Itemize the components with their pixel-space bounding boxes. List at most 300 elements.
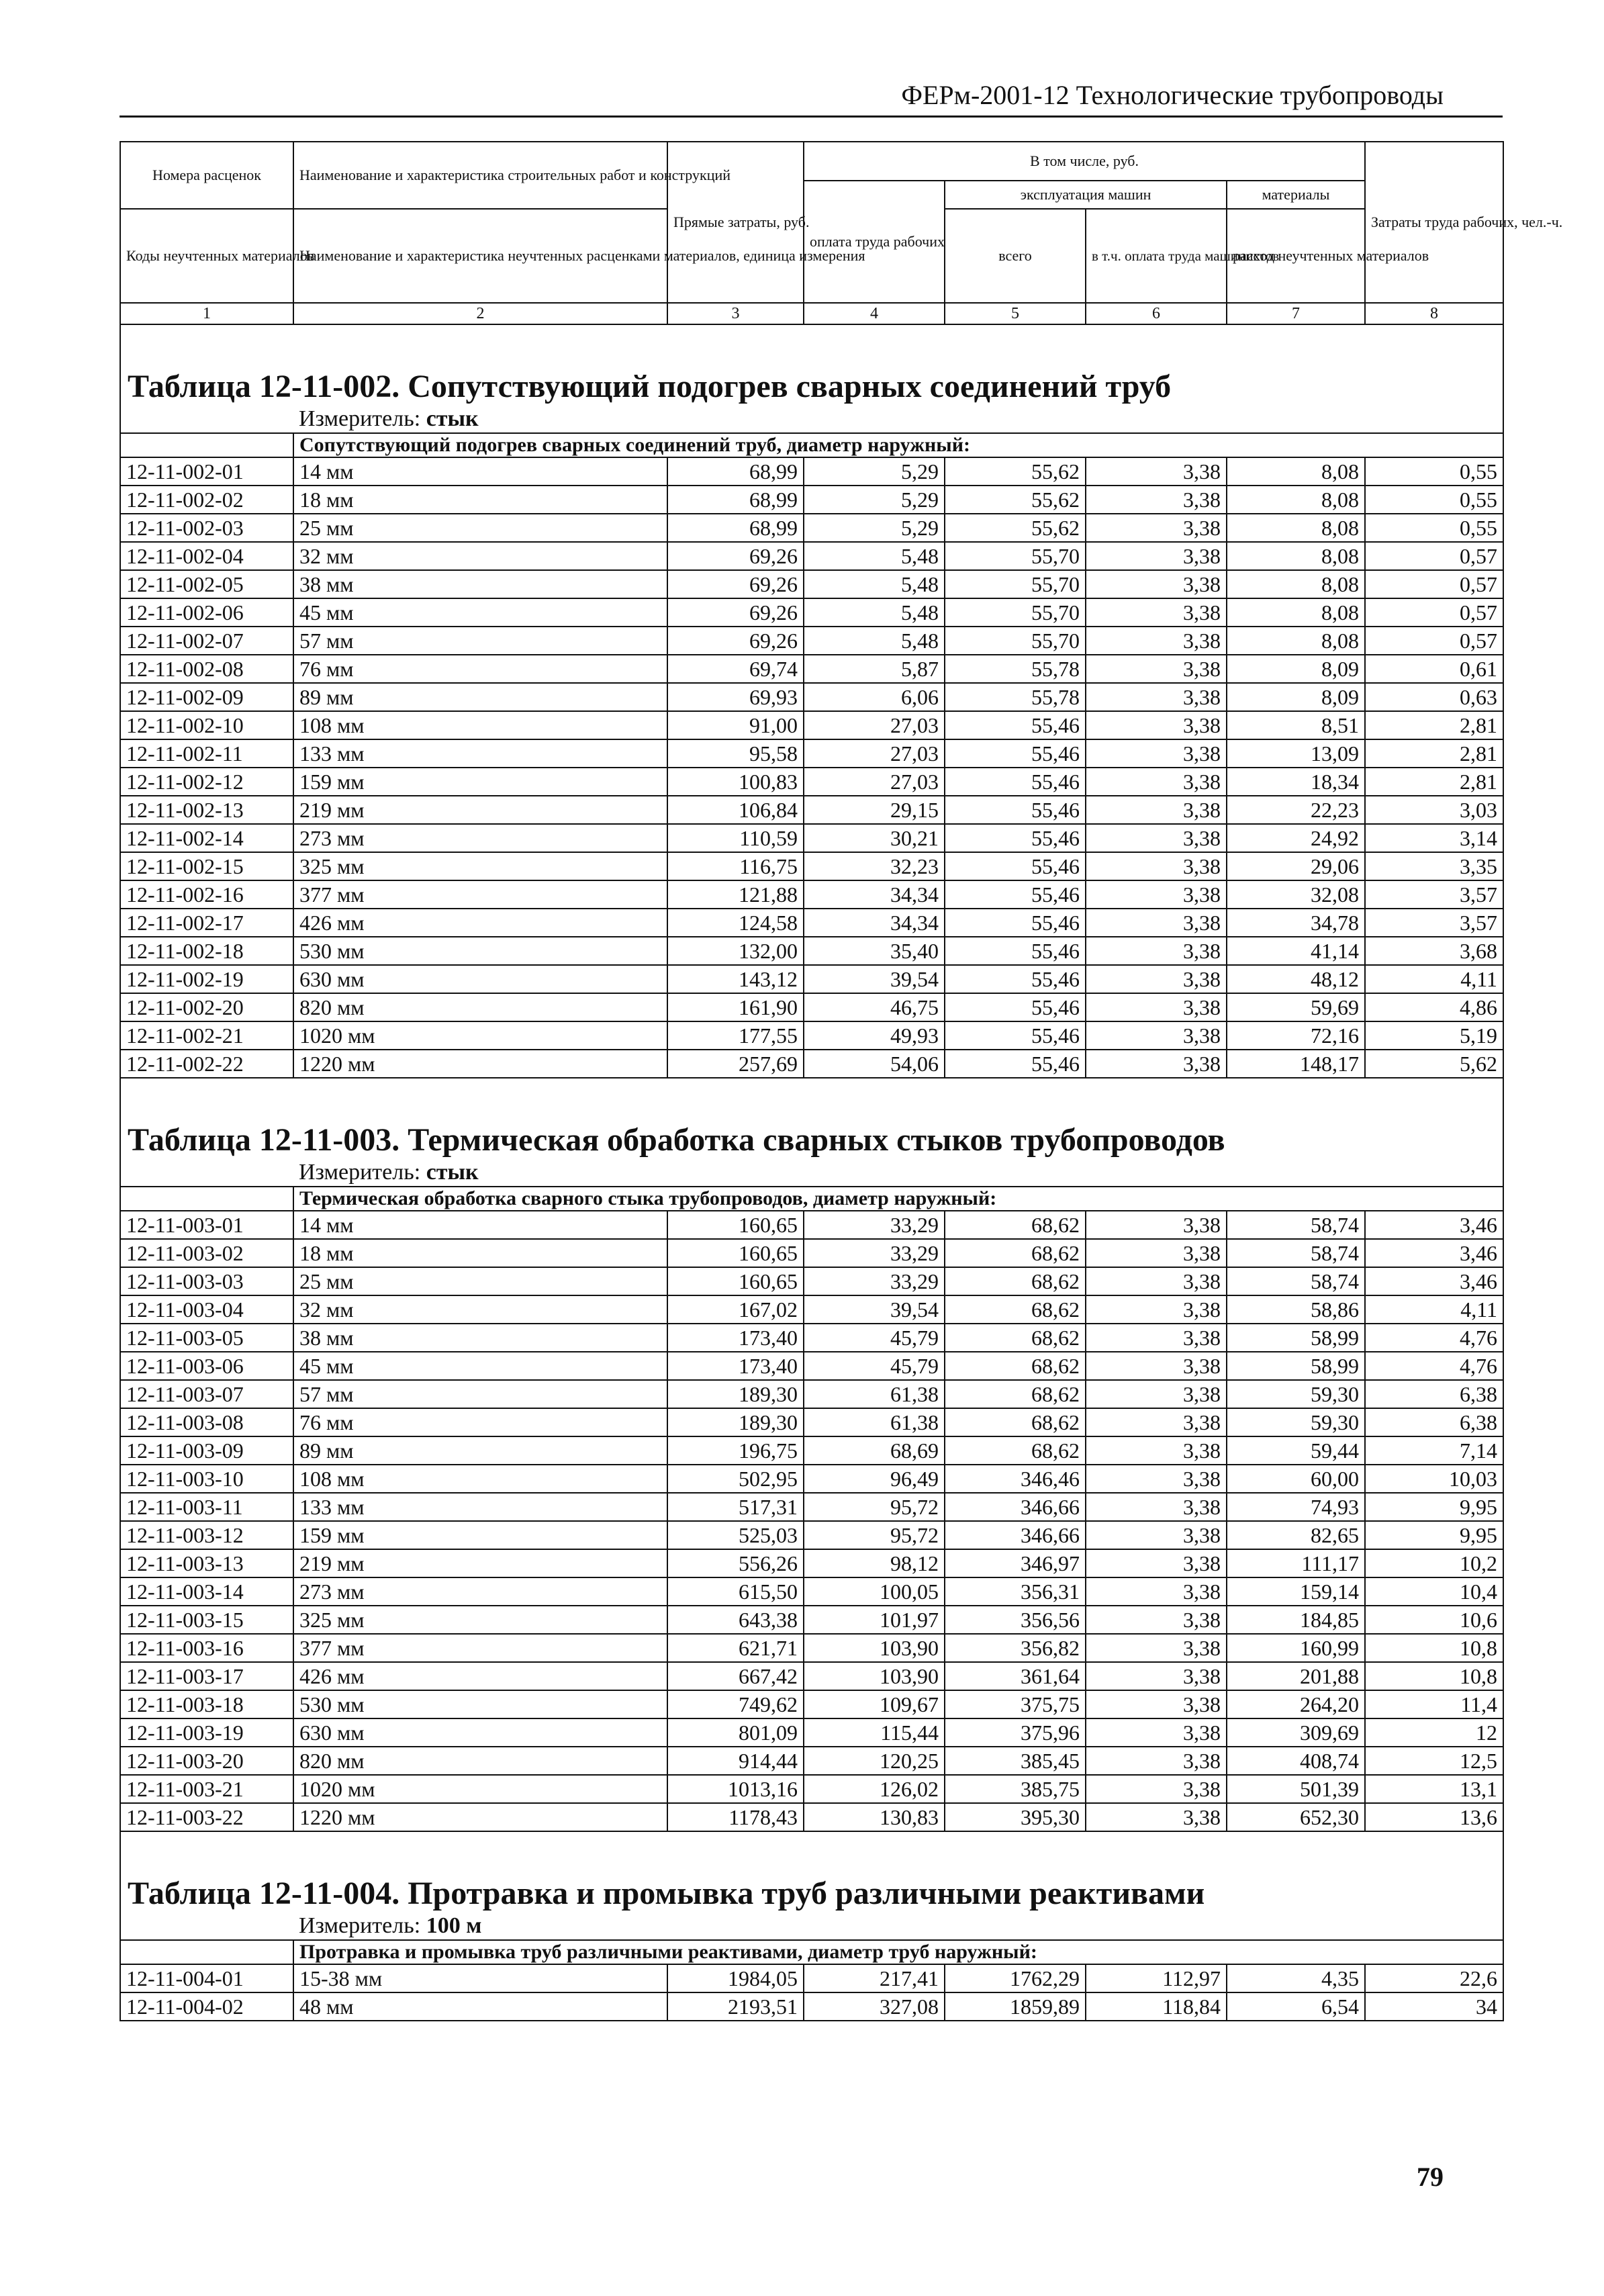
machinist-pay-cell: 3,38 — [1086, 542, 1227, 570]
table-row — [120, 542, 1503, 570]
machine-total-cell: 55,46 — [945, 852, 1086, 880]
machinist-pay-cell: 3,38 — [1086, 1577, 1227, 1606]
direct-costs-cell: 502,95 — [667, 1465, 804, 1493]
direct-costs-cell: 2193,51 — [667, 1992, 804, 2021]
materials-cell: 32,08 — [1227, 880, 1365, 909]
labor-costs-cell: 10,6 — [1365, 1606, 1503, 1634]
table-row — [120, 909, 1503, 937]
diameter-cell: 38 мм — [293, 1324, 667, 1352]
labor-pay-cell: 95,72 — [804, 1521, 945, 1549]
labor-pay-cell: 5,87 — [804, 655, 945, 683]
labor-pay-cell: 61,38 — [804, 1408, 945, 1436]
materials-cell: 60,00 — [1227, 1465, 1365, 1493]
machinist-pay-cell: 3,38 — [1086, 993, 1227, 1021]
labor-costs-cell: 0,57 — [1365, 542, 1503, 570]
table-row — [120, 880, 1503, 909]
direct-costs-cell: 160,65 — [667, 1267, 804, 1295]
labor-costs-cell: 3,57 — [1365, 909, 1503, 937]
labor-pay-cell: 217,41 — [804, 1964, 945, 1992]
machine-total-cell: 68,62 — [945, 1324, 1086, 1352]
diameter-cell: 219 мм — [293, 796, 667, 824]
rate-code-cell: 12-11-003-02 — [120, 1239, 293, 1267]
diameter-cell: 89 мм — [293, 1436, 667, 1465]
machinist-pay-cell: 3,38 — [1086, 1634, 1227, 1662]
machinist-pay-cell: 3,38 — [1086, 1465, 1227, 1493]
rate-code-cell: 12-11-002-14 — [120, 824, 293, 852]
col-work-name: Наименование и характеристика строительных работ и конструкций — [293, 142, 667, 209]
machinist-pay-cell: 112,97 — [1086, 1964, 1227, 1992]
rate-code-cell: 12-11-003-19 — [120, 1718, 293, 1747]
table-row — [120, 1803, 1503, 1831]
machinist-pay-cell: 3,38 — [1086, 1803, 1227, 1831]
diameter-cell: 426 мм — [293, 1662, 667, 1690]
materials-cell: 8,09 — [1227, 683, 1365, 711]
labor-costs-cell: 10,2 — [1365, 1549, 1503, 1577]
rate-code-cell: 12-11-002-16 — [120, 880, 293, 909]
table-row — [120, 1352, 1503, 1380]
labor-pay-cell: 39,54 — [804, 1295, 945, 1324]
materials-cell: 159,14 — [1227, 1577, 1365, 1606]
machine-total-cell: 356,56 — [945, 1606, 1086, 1634]
table-row — [120, 655, 1503, 683]
page-header-title: ФЕРм-2001-12 Технологические трубопроводы — [901, 80, 1444, 110]
machinist-pay-cell: 3,38 — [1086, 486, 1227, 514]
labor-pay-cell: 68,69 — [804, 1436, 945, 1465]
table-row — [120, 711, 1503, 739]
diameter-cell: 325 мм — [293, 852, 667, 880]
labor-pay-cell: 35,40 — [804, 937, 945, 965]
machinist-pay-cell: 3,38 — [1086, 1775, 1227, 1803]
table-row — [120, 457, 1503, 486]
labor-costs-cell: 7,14 — [1365, 1436, 1503, 1465]
rate-code-cell: 12-11-002-19 — [120, 965, 293, 993]
labor-pay-cell: 27,03 — [804, 711, 945, 739]
table-title: Таблица 12-11-003. Термическая обработка сварных стыков трубопроводов — [120, 1078, 1503, 1159]
table-row — [120, 570, 1503, 598]
machine-total-cell: 346,66 — [945, 1493, 1086, 1521]
labor-pay-cell: 103,90 — [804, 1662, 945, 1690]
machinist-pay-cell: 3,38 — [1086, 1549, 1227, 1577]
direct-costs-cell: 914,44 — [667, 1747, 804, 1775]
direct-costs-cell: 69,26 — [667, 627, 804, 655]
labor-costs-cell: 0,61 — [1365, 655, 1503, 683]
rate-code-cell: 12-11-003-03 — [120, 1267, 293, 1295]
materials-cell: 72,16 — [1227, 1021, 1365, 1050]
column-index: 2 — [293, 303, 667, 324]
machinist-pay-cell: 3,38 — [1086, 1436, 1227, 1465]
machine-total-cell: 395,30 — [945, 1803, 1086, 1831]
direct-costs-cell: 189,30 — [667, 1380, 804, 1408]
rate-code-cell: 12-11-003-15 — [120, 1606, 293, 1634]
labor-pay-cell: 5,29 — [804, 486, 945, 514]
labor-costs-cell: 12 — [1365, 1718, 1503, 1747]
table-row — [120, 1747, 1503, 1775]
diameter-cell: 159 мм — [293, 768, 667, 796]
diameter-cell: 1020 мм — [293, 1021, 667, 1050]
table-row — [120, 627, 1503, 655]
labor-costs-cell: 2,81 — [1365, 739, 1503, 768]
machinist-pay-cell: 3,38 — [1086, 598, 1227, 627]
column-index: 5 — [945, 303, 1086, 324]
labor-pay-cell: 61,38 — [804, 1380, 945, 1408]
direct-costs-cell: 517,31 — [667, 1493, 804, 1521]
direct-costs-cell: 69,26 — [667, 570, 804, 598]
diameter-cell: 25 мм — [293, 514, 667, 542]
table-row — [120, 1021, 1503, 1050]
table-row — [120, 796, 1503, 824]
machine-total-cell: 55,62 — [945, 514, 1086, 542]
labor-costs-cell: 3,03 — [1365, 796, 1503, 824]
machinist-pay-cell: 3,38 — [1086, 1493, 1227, 1521]
col-labor-costs: Затраты труда рабочих, чел.-ч. — [1365, 142, 1503, 303]
table-row — [120, 1408, 1503, 1436]
col-including: В том числе, руб. — [804, 142, 1365, 181]
labor-costs-cell: 0,55 — [1365, 457, 1503, 486]
labor-pay-cell: 5,48 — [804, 598, 945, 627]
machinist-pay-cell: 3,38 — [1086, 514, 1227, 542]
rate-code-cell: 12-11-002-05 — [120, 570, 293, 598]
labor-costs-cell: 2,81 — [1365, 768, 1503, 796]
labor-costs-cell: 0,55 — [1365, 514, 1503, 542]
labor-costs-cell: 4,86 — [1365, 993, 1503, 1021]
materials-cell: 8,08 — [1227, 457, 1365, 486]
materials-cell: 408,74 — [1227, 1747, 1365, 1775]
machine-total-cell: 55,46 — [945, 1050, 1086, 1078]
column-index: 8 — [1365, 303, 1503, 324]
machine-total-cell: 55,70 — [945, 627, 1086, 655]
rate-code-cell: 12-11-002-06 — [120, 598, 293, 627]
machinist-pay-cell: 3,38 — [1086, 796, 1227, 824]
diameter-cell: 1020 мм — [293, 1775, 667, 1803]
labor-pay-cell: 49,93 — [804, 1021, 945, 1050]
table-body — [120, 324, 1503, 2021]
labor-pay-cell: 115,44 — [804, 1718, 945, 1747]
machinist-pay-cell: 3,38 — [1086, 1408, 1227, 1436]
group-row — [120, 1187, 1503, 1211]
machine-total-cell: 68,62 — [945, 1352, 1086, 1380]
direct-costs-cell: 132,00 — [667, 937, 804, 965]
materials-cell: 13,09 — [1227, 739, 1365, 768]
machine-total-cell: 55,46 — [945, 880, 1086, 909]
diameter-cell: 426 мм — [293, 909, 667, 937]
col-material-name: Наименование и характеристика неучтенных расценками материалов, единица измерения — [293, 209, 667, 303]
unit-spacer — [120, 1159, 293, 1187]
table-row — [120, 1465, 1503, 1493]
labor-costs-cell: 3,57 — [1365, 880, 1503, 909]
machinist-pay-cell: 3,38 — [1086, 937, 1227, 965]
rate-code-cell: 12-11-002-04 — [120, 542, 293, 570]
machine-total-cell: 55,46 — [945, 1021, 1086, 1050]
labor-pay-cell: 27,03 — [804, 739, 945, 768]
col-direct-costs: Прямые затраты, руб. — [667, 142, 804, 303]
table-row — [120, 965, 1503, 993]
labor-pay-cell: 34,34 — [804, 880, 945, 909]
diameter-cell: 159 мм — [293, 1521, 667, 1549]
materials-cell: 160,99 — [1227, 1634, 1365, 1662]
direct-costs-cell: 801,09 — [667, 1718, 804, 1747]
labor-pay-cell: 98,12 — [804, 1549, 945, 1577]
machinist-pay-cell: 3,38 — [1086, 824, 1227, 852]
direct-costs-cell: 525,03 — [667, 1521, 804, 1549]
materials-cell: 18,34 — [1227, 768, 1365, 796]
labor-costs-cell: 0,55 — [1365, 486, 1503, 514]
machine-total-cell: 55,78 — [945, 683, 1086, 711]
machine-total-cell: 346,46 — [945, 1465, 1086, 1493]
col-materials: материалы — [1227, 181, 1365, 209]
rates-table — [120, 141, 1563, 2021]
labor-pay-cell: 39,54 — [804, 965, 945, 993]
labor-costs-cell: 11,4 — [1365, 1690, 1503, 1718]
machine-total-cell: 55,46 — [945, 711, 1086, 739]
rate-code-cell: 12-11-003-10 — [120, 1465, 293, 1493]
diameter-cell: 32 мм — [293, 1295, 667, 1324]
rate-code-cell: 12-11-002-18 — [120, 937, 293, 965]
direct-costs-cell: 91,00 — [667, 711, 804, 739]
machine-total-cell: 361,64 — [945, 1662, 1086, 1690]
table-row — [120, 1718, 1503, 1747]
rate-code-cell: 12-11-003-09 — [120, 1436, 293, 1465]
table-row — [120, 1380, 1503, 1408]
group-row — [120, 1940, 1503, 1964]
materials-cell: 58,74 — [1227, 1239, 1365, 1267]
unit-spacer — [120, 406, 293, 433]
materials-cell: 58,74 — [1227, 1267, 1365, 1295]
materials-cell: 111,17 — [1227, 1549, 1365, 1577]
table-row — [120, 993, 1503, 1021]
group-label: Термическая обработка сварного стыка трубопроводов, диаметр наружный: — [293, 1187, 1503, 1211]
table-row — [120, 1577, 1503, 1606]
direct-costs-cell: 643,38 — [667, 1606, 804, 1634]
labor-pay-cell: 27,03 — [804, 768, 945, 796]
rate-code-cell: 12-11-003-14 — [120, 1577, 293, 1606]
machine-total-cell: 1859,89 — [945, 1992, 1086, 2021]
diameter-cell: 273 мм — [293, 824, 667, 852]
labor-costs-cell: 3,14 — [1365, 824, 1503, 852]
machinist-pay-cell: 3,38 — [1086, 1324, 1227, 1352]
diameter-cell: 76 мм — [293, 1408, 667, 1436]
labor-pay-cell: 327,08 — [804, 1992, 945, 2021]
machine-total-cell: 68,62 — [945, 1211, 1086, 1239]
unit-spacer — [120, 1913, 293, 1940]
rate-code-cell: 12-11-003-13 — [120, 1549, 293, 1577]
labor-costs-cell: 3,46 — [1365, 1267, 1503, 1295]
materials-cell: 4,35 — [1227, 1964, 1365, 1992]
machinist-pay-cell: 3,38 — [1086, 880, 1227, 909]
table-title-row — [120, 324, 1503, 406]
table-row — [120, 824, 1503, 852]
machinist-pay-cell: 3,38 — [1086, 570, 1227, 598]
rate-code-cell: 12-11-002-17 — [120, 909, 293, 937]
labor-pay-cell: 100,05 — [804, 1577, 945, 1606]
table-title-row — [120, 1831, 1503, 1913]
materials-cell: 8,51 — [1227, 711, 1365, 739]
labor-pay-cell: 30,21 — [804, 824, 945, 852]
labor-costs-cell: 34 — [1365, 1992, 1503, 2021]
table-row — [120, 1324, 1503, 1352]
diameter-cell: 530 мм — [293, 1690, 667, 1718]
table-row — [120, 1493, 1503, 1521]
direct-costs-cell: 615,50 — [667, 1577, 804, 1606]
materials-cell: 29,06 — [1227, 852, 1365, 880]
materials-cell: 41,14 — [1227, 937, 1365, 965]
machine-total-cell: 68,62 — [945, 1436, 1086, 1465]
table-row — [120, 1239, 1503, 1267]
table-row — [120, 937, 1503, 965]
machine-total-cell: 68,62 — [945, 1295, 1086, 1324]
machinist-pay-cell: 3,38 — [1086, 1239, 1227, 1267]
machinist-pay-cell: 3,38 — [1086, 1295, 1227, 1324]
unit-cell — [293, 406, 1503, 433]
diameter-cell: 377 мм — [293, 880, 667, 909]
diameter-cell: 219 мм — [293, 1549, 667, 1577]
diameter-cell: 48 мм — [293, 1992, 667, 2021]
labor-costs-cell: 9,95 — [1365, 1521, 1503, 1549]
labor-costs-cell: 3,46 — [1365, 1211, 1503, 1239]
direct-costs-cell: 68,99 — [667, 457, 804, 486]
machinist-pay-cell: 3,38 — [1086, 457, 1227, 486]
machine-total-cell: 55,46 — [945, 909, 1086, 937]
machinist-pay-cell: 3,38 — [1086, 768, 1227, 796]
diameter-cell: 377 мм — [293, 1634, 667, 1662]
materials-cell: 82,65 — [1227, 1521, 1365, 1549]
rate-code-cell: 12-11-002-15 — [120, 852, 293, 880]
direct-costs-cell: 1178,43 — [667, 1803, 804, 1831]
direct-costs-cell: 167,02 — [667, 1295, 804, 1324]
table-row — [120, 1436, 1503, 1465]
diameter-cell: 18 мм — [293, 1239, 667, 1267]
rate-code-cell: 12-11-003-07 — [120, 1380, 293, 1408]
unit-row — [120, 406, 1503, 433]
table-row — [120, 1964, 1503, 1992]
direct-costs-cell: 143,12 — [667, 965, 804, 993]
table-row — [120, 683, 1503, 711]
materials-cell: 264,20 — [1227, 1690, 1365, 1718]
machinist-pay-cell: 3,38 — [1086, 1050, 1227, 1078]
rate-code-cell: 12-11-003-01 — [120, 1211, 293, 1239]
diameter-cell: 14 мм — [293, 457, 667, 486]
rate-code-cell: 12-11-004-02 — [120, 1992, 293, 2021]
labor-pay-cell: 5,48 — [804, 542, 945, 570]
labor-pay-cell: 45,79 — [804, 1324, 945, 1352]
rate-code-cell: 12-11-002-21 — [120, 1021, 293, 1050]
labor-pay-cell: 5,48 — [804, 627, 945, 655]
rate-code-cell: 12-11-002-11 — [120, 739, 293, 768]
table-row — [120, 1295, 1503, 1324]
labor-pay-cell: 101,97 — [804, 1606, 945, 1634]
direct-costs-cell: 69,74 — [667, 655, 804, 683]
labor-pay-cell: 126,02 — [804, 1775, 945, 1803]
table-row — [120, 739, 1503, 768]
materials-cell: 148,17 — [1227, 1050, 1365, 1078]
unit-value: стык — [426, 1160, 479, 1185]
direct-costs-cell: 69,26 — [667, 542, 804, 570]
machine-total-cell: 68,62 — [945, 1267, 1086, 1295]
table-row — [120, 1211, 1503, 1239]
direct-costs-cell: 124,58 — [667, 909, 804, 937]
direct-costs-cell: 160,65 — [667, 1211, 804, 1239]
direct-costs-cell: 621,71 — [667, 1634, 804, 1662]
diameter-cell: 76 мм — [293, 655, 667, 683]
labor-costs-cell: 13,6 — [1365, 1803, 1503, 1831]
rate-code-cell: 12-11-003-16 — [120, 1634, 293, 1662]
machinist-pay-cell: 3,38 — [1086, 1521, 1227, 1549]
labor-costs-cell: 4,11 — [1365, 1295, 1503, 1324]
machine-total-cell: 1762,29 — [945, 1964, 1086, 1992]
labor-costs-cell: 4,76 — [1365, 1324, 1503, 1352]
materials-cell: 8,08 — [1227, 627, 1365, 655]
rate-code-cell: 12-11-002-13 — [120, 796, 293, 824]
machinist-pay-cell: 118,84 — [1086, 1992, 1227, 2021]
column-index: 4 — [804, 303, 945, 324]
header-divider — [120, 116, 1503, 118]
rate-code-cell: 12-11-002-09 — [120, 683, 293, 711]
machinist-pay-cell: 3,38 — [1086, 739, 1227, 768]
table-row — [120, 598, 1503, 627]
group-row — [120, 433, 1503, 457]
diameter-cell: 530 мм — [293, 937, 667, 965]
materials-cell: 8,08 — [1227, 542, 1365, 570]
labor-pay-cell: 5,48 — [804, 570, 945, 598]
table-title: Таблица 12-11-004. Протравка и промывка труб различными реактивами — [120, 1831, 1503, 1913]
rate-code-cell: 12-11-003-08 — [120, 1408, 293, 1436]
col-machine-operation: эксплуатация машин — [945, 181, 1227, 209]
machinist-pay-cell: 3,38 — [1086, 711, 1227, 739]
diameter-cell: 25 мм — [293, 1267, 667, 1295]
rate-code-cell: 12-11-002-20 — [120, 993, 293, 1021]
labor-costs-cell: 6,38 — [1365, 1380, 1503, 1408]
machine-total-cell: 385,45 — [945, 1747, 1086, 1775]
machinist-pay-cell: 3,38 — [1086, 1606, 1227, 1634]
diameter-cell: 1220 мм — [293, 1803, 667, 1831]
rate-code-cell: 12-11-002-03 — [120, 514, 293, 542]
machinist-pay-cell: 3,38 — [1086, 1352, 1227, 1380]
machine-total-cell: 356,82 — [945, 1634, 1086, 1662]
direct-costs-cell: 161,90 — [667, 993, 804, 1021]
rates-sheet — [120, 141, 1563, 2021]
table-row — [120, 852, 1503, 880]
diameter-cell: 45 мм — [293, 1352, 667, 1380]
materials-cell: 501,39 — [1227, 1775, 1365, 1803]
table-row — [120, 1690, 1503, 1718]
labor-costs-cell: 10,03 — [1365, 1465, 1503, 1493]
labor-costs-cell: 10,8 — [1365, 1662, 1503, 1690]
materials-cell: 58,74 — [1227, 1211, 1365, 1239]
unit-label: Измеритель: — [299, 406, 421, 431]
col-labor-pay: оплата труда рабочих — [804, 181, 945, 303]
table-row — [120, 514, 1503, 542]
materials-cell: 6,54 — [1227, 1992, 1365, 2021]
materials-cell: 58,99 — [1227, 1352, 1365, 1380]
rate-code-cell: 12-11-002-08 — [120, 655, 293, 683]
materials-cell: 34,78 — [1227, 909, 1365, 937]
labor-pay-cell: 95,72 — [804, 1493, 945, 1521]
materials-cell: 58,99 — [1227, 1324, 1365, 1352]
diameter-cell: 57 мм — [293, 627, 667, 655]
table-header — [120, 142, 1563, 324]
diameter-cell: 108 мм — [293, 1465, 667, 1493]
direct-costs-cell: 116,75 — [667, 852, 804, 880]
diameter-cell: 38 мм — [293, 570, 667, 598]
rate-code-cell: 12-11-002-07 — [120, 627, 293, 655]
machine-total-cell: 356,31 — [945, 1577, 1086, 1606]
rate-code-cell: 12-11-003-06 — [120, 1352, 293, 1380]
direct-costs-cell: 257,69 — [667, 1050, 804, 1078]
diameter-cell: 630 мм — [293, 965, 667, 993]
table-row — [120, 1050, 1503, 1078]
direct-costs-cell: 68,99 — [667, 514, 804, 542]
direct-costs-cell: 121,88 — [667, 880, 804, 909]
machine-total-cell: 55,62 — [945, 486, 1086, 514]
